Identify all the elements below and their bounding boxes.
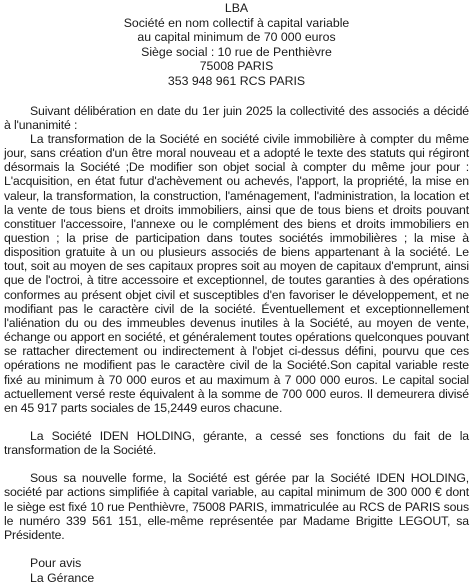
- notice-header: [4, 1, 469, 89]
- office-city: 75008 PARIS: [199, 59, 274, 74]
- rcs-number: 353 948 961 RCS PARIS: [167, 73, 306, 88]
- notice-body: [4, 104, 469, 543]
- registered-office: Siège social : 10 rue de Penthièvre: [141, 44, 332, 59]
- paragraph-transformation: La transformation de la Société en société civile immobilière à compter du même jour, sans création d'un être moral nouveau et a adopté le texte des statuts qui régiront désormais la Société ;De modifier son objet social à compter du même jour pour : L'acquisition, en état futur d'achèvement ou achevés, l'apport, la propriété, la mise en valeur, la transformation, la construction, l'aménagement, l'administration, la location et la vente de tous biens et droits immobiliers, ainsi que de tous biens et droits pouvant constituer l'accessoire, l'annexe ou le complément des biens et droits immobiliers en question ; la prise de participation dans toutes sociétés immobilières ; la mise à disposition gratuite à un ou plusieurs associés de biens appartenant à la société. Le tout, soit au moyen de ses capitaux propres soit au moyen de capitaux d'emprunt, ainsi que de l'octroi, à titre accessoire et exceptionnel, de toutes garanties à des opérations conformes au présent objet civil et susceptibles d'en favoriser le développement, et ne modifiant pas le caractère civil de la société. Éventuellement et exceptionnellement l'aliénation du ou des immeubles devenus inutiles à la Société, au moyen de vente, échange ou apport en société, et généralement toutes opérations quelconques pouvant se rattacher directement ou indirectement à l'objet ci-dessus défini, pourvu que ces opérations ne modifient pas le caractère civil de la Société.Son capital variable reste fixé au minimum à 70 000 euros et au maximum à 7 000 000 euros. Le capital social actuellement versé reste équivalent à la somme de 700 000 euros. Il demeurera divisé en 45 917 parts sociales de 15,2449 euros chacune.: [4, 131, 469, 415]
- paragraph-new-management: Sous sa nouvelle forme, la Société est gérée par la Société IDEN HOLDING, société par actions simplifiée à capital variable, au capital minimum de 300 000 € dont le siège est fixé 10 rue Penthièvre, 75008 PARIS, immatriculée au RCS de PARIS sous le numéro 339 561 151, elle-même représentée par Madame Brigitte LEGOUT, sa Présidente.: [4, 471, 469, 542]
- paragraph-manager-cessation: La Société IDEN HOLDING, gérante, a cessé ses fonctions du fait de la transformation de la Société.: [4, 429, 469, 458]
- company-capital: au capital minimum de 70 000 euros: [137, 30, 336, 45]
- signature-pour-avis: Pour avis: [30, 556, 82, 571]
- company-name: LBA: [224, 1, 249, 15]
- signature-block: [4, 556, 469, 585]
- company-form: Société en nom collectif à capital variable: [123, 15, 350, 30]
- signature-gerance: La Gérance: [30, 570, 95, 585]
- paragraph-deliberation: Suivant délibération en date du 1er juin 2025 la collectivité des associés a décidé à l'unanimité :: [4, 103, 469, 132]
